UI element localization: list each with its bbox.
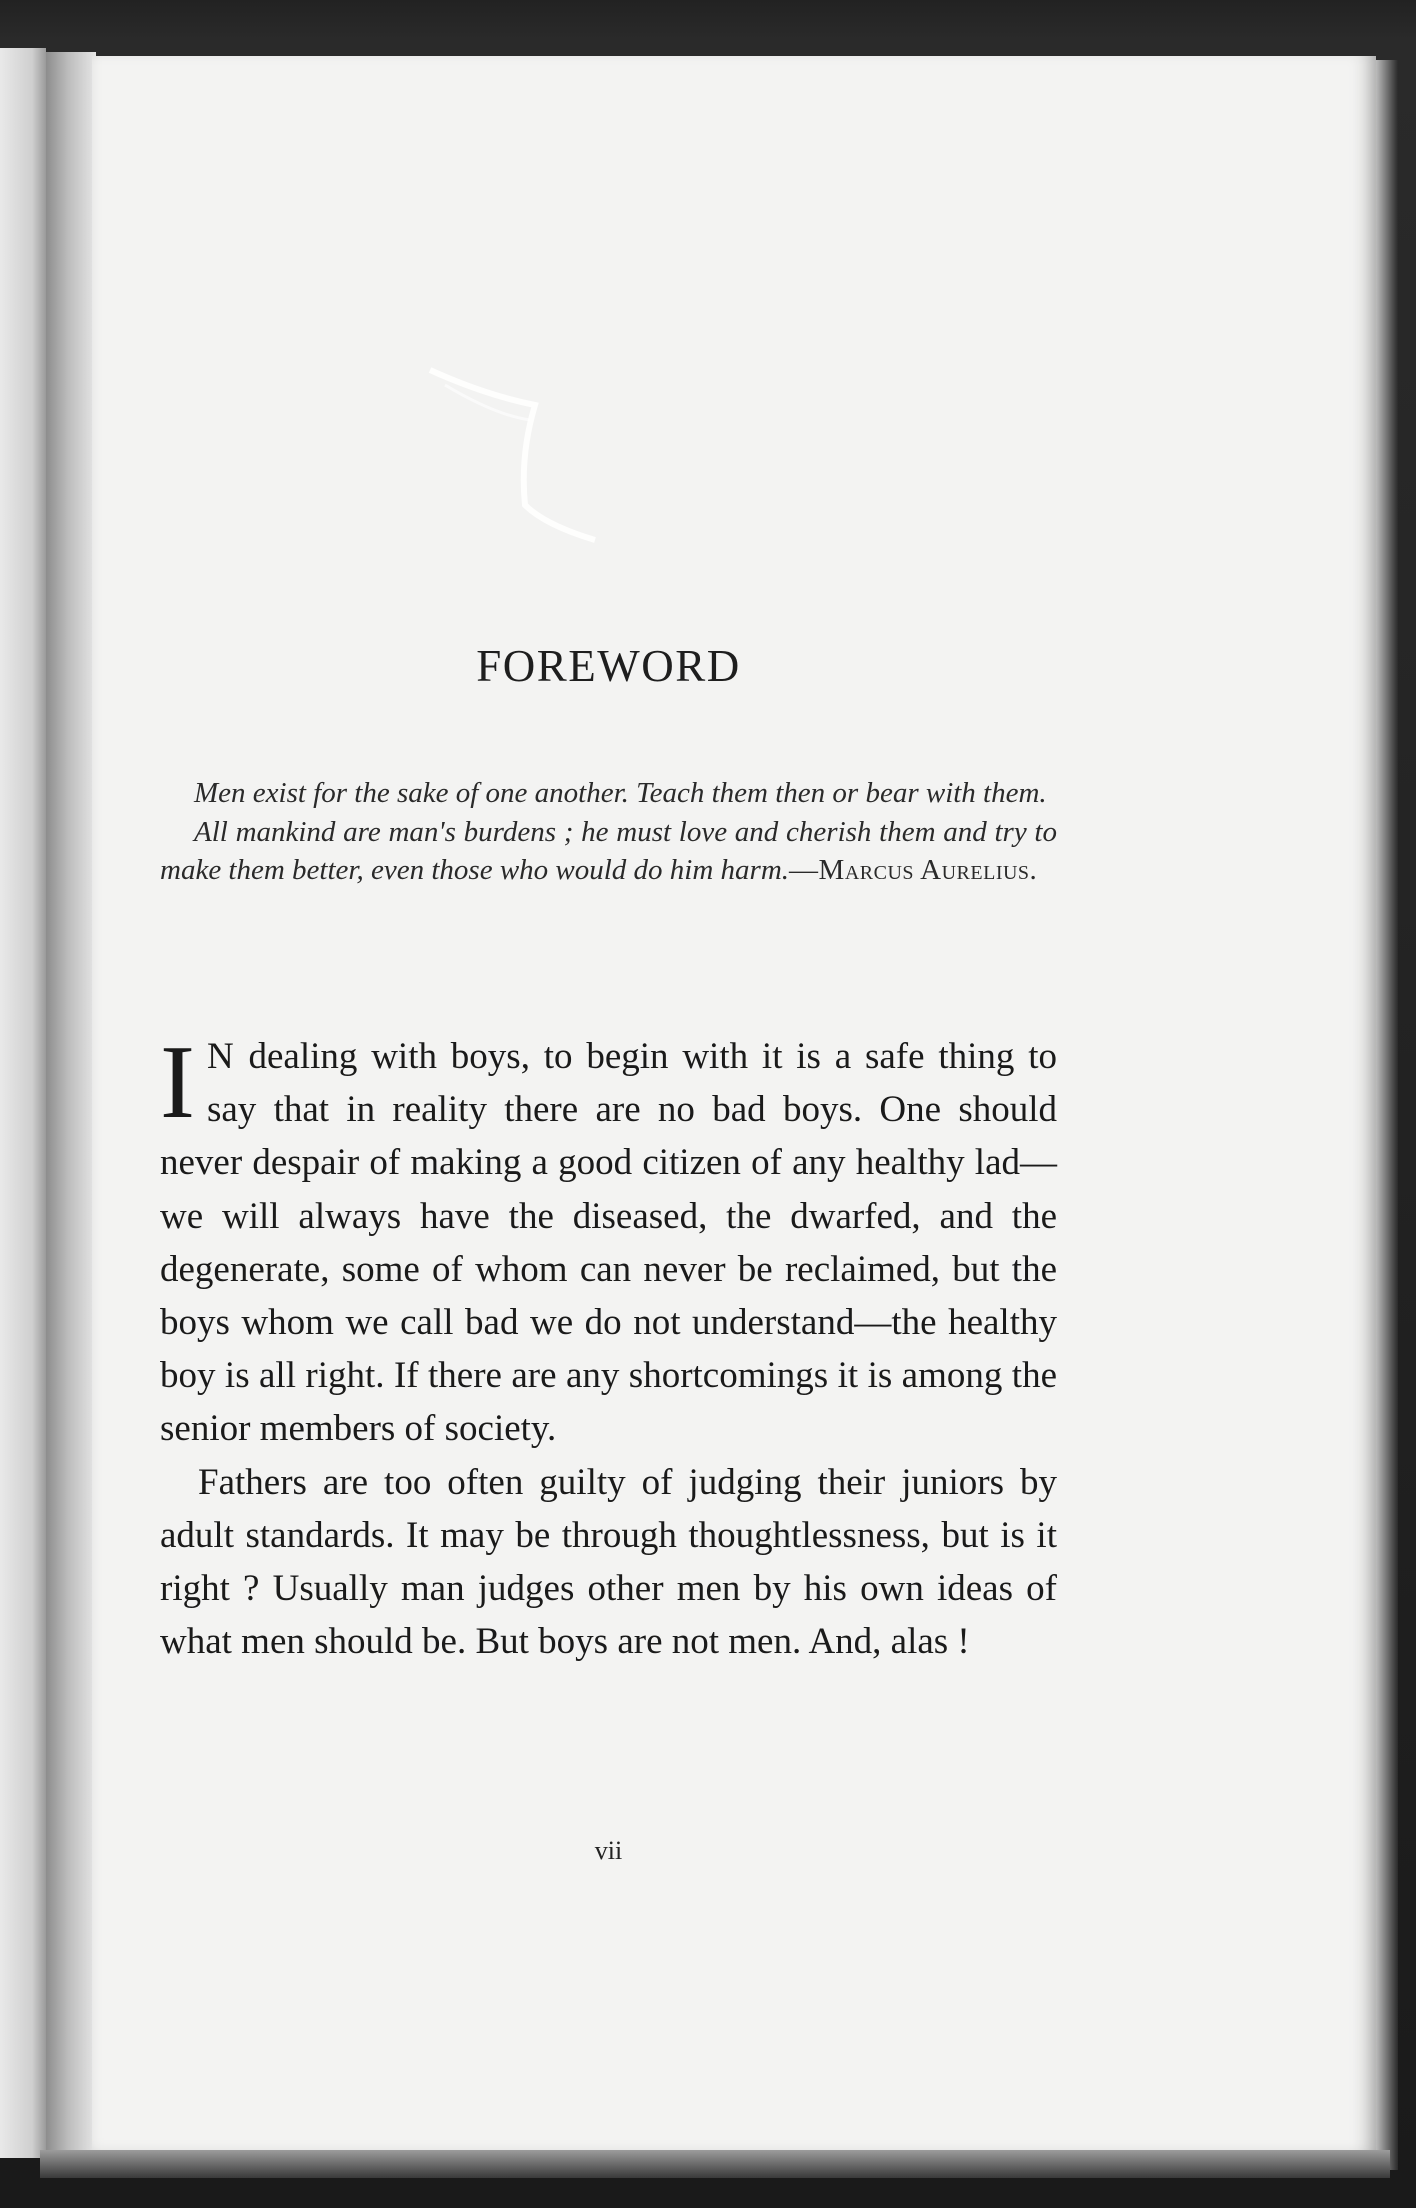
- bottom-page-edge: [40, 2150, 1390, 2178]
- paragraph-1: [160, 1023, 1057, 1456]
- body-text: [160, 1023, 1057, 1668]
- epigraph-line-2: [160, 813, 1057, 890]
- page-smudge-mark: [425, 365, 645, 555]
- drop-cap: I: [160, 1023, 195, 1140]
- page-number: vii: [594, 1836, 623, 1865]
- epigraph-line-2-text: All mankind are man's burdens ; he must love and cherish them and try to make them better, even those who would do him harm.: [160, 815, 1057, 886]
- paragraph-1-text: dealing with boys, to begin with it is a safe thing to say that in reality there are no bad boys. One should never despair of making a good citizen of any healthy lad—we will always have the diseased, the dwarfed, and the degenerate, some of whom can never be reclaimed, but the boys whom we call bad we do not understand—the healthy boy is all right. If there are any shortcomings it is among the senior members of society.: [160, 1036, 1057, 1450]
- page-title: FOREWORD: [476, 641, 741, 691]
- gutter-shadow: [46, 52, 96, 2162]
- epigraph-line-1: Men exist for the sake of one another. Teach them then or bear with them.: [194, 777, 1047, 809]
- left-page-edge: [0, 48, 46, 2158]
- paragraph-2: Fathers are too often guilty of judging their juniors by adult standards. It may be through thoughtlessness, but is it right ? Usually man judges other men by his own ideas of what men should be. But boys are not men. And, alas !: [160, 1461, 1057, 1663]
- right-page-edge: [1376, 60, 1398, 2170]
- epigraph: [160, 774, 1057, 890]
- first-word-rest: N: [206, 1036, 235, 1077]
- epigraph-attribution: —Marcus Aurelius.: [789, 854, 1038, 886]
